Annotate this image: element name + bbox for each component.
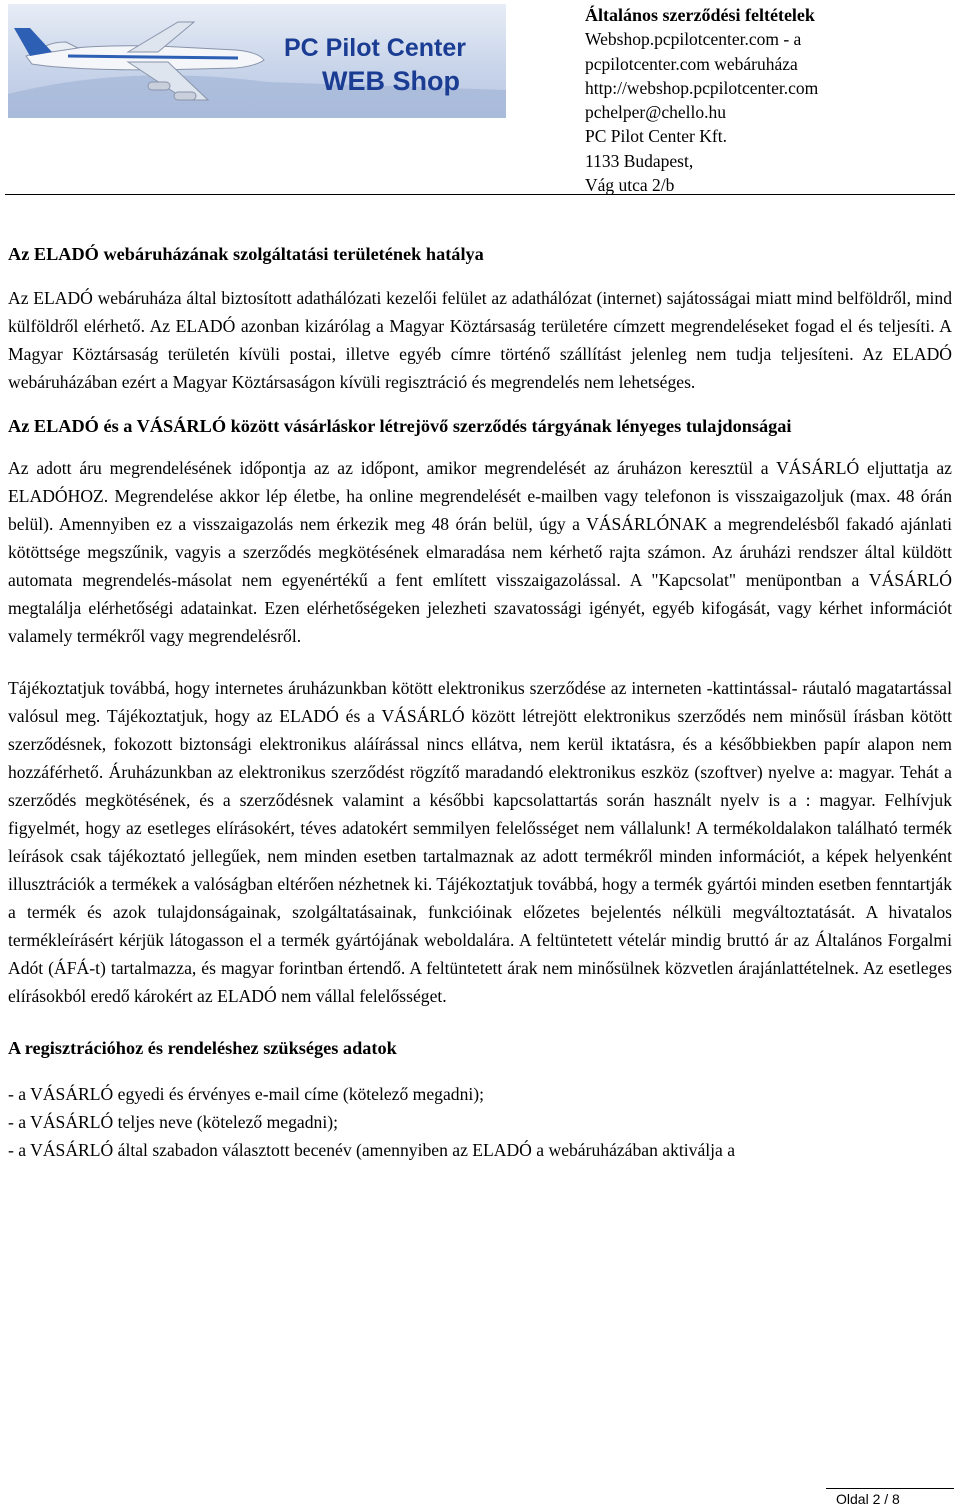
company-line: pcpilotcenter.com webáruháza <box>585 53 798 74</box>
section-heading: Az ELADÓ webáruházának szolgáltatási területének hatálya <box>8 244 484 264</box>
section-paragraph: Tájékoztatjuk továbbá, hogy internetes áruházunkban kötött elektronikus szerződése az interneten -kattintással- ráutaló magatartással valósul meg. Tájékoztatjuk, hogy az ELADÓ és a VÁSÁRLÓ között létrejött elektronikus szerződés nem minősül írásban kötött szerződésnek, fokozott biztonsági elektronikus aláírással nincs ellátva, nem kerül iktatásra, és a későbbiekben papír alapon nem hozzáférhető. Áruházunkban az elektronikus szerződést rögzítő maradandó elektronikus eszköz (szoftver) nyelve a: magyar. Tehát a szerződés megkötésének, és a szerződésnek valamint a későbbi kapcsolattartás során használt nyelv is a : magyar. Felhívjuk figyelmét, hogy az esetleges elírásokért, téves adatokért semmilyen felelősséget nem vállalunk! A termékoldalakon található termék leírások csak tájékoztató jellegűek, nem minden esetben tartalmaznak az adott termékről minden információt, a képek helyenként illusztrációk a termékek a valóságban eltérően nézhetnek ki. Tájékoztatjuk továbbá, hogy a termék gyártói minden esetben fenntartják a termék és azok tulajdonságainak, szolgáltatásainak, funkcióinak előzetes bejelentés nélküli megváltoztatását. A hivatalos termékleírásért kérjük látogasson el a termék gyártójának weboldalára. A feltüntetett vételár mindig bruttó ár az Általános Forgalmi Adót (ÁFÁ-t) tartalmazza, és magyar forintban értendő. A feltüntetett árak nem minősülnek közvetlen árajánlattételnek. Az esetleges elírásokból eredő károkért az ELADÓ nem vállal felelősséget. <box>8 678 952 1006</box>
list-item: - a VÁSÁRLÓ által szabadon választott becenév (amennyiben az ELADÓ a webáruházában aktiválja a <box>8 1140 736 1160</box>
section-paragraph: Az adott áru megrendelésének időpontja az az időpont, amikor megrendelését az áruházon keresztül a VÁSÁRLÓ eljuttatja az ELADÓHOZ. Megrendelése akkor lép életbe, ha online megrendelését e-mailben vagy telefonon is visszaigazoljuk (max. 48 órán belül). Amennyiben ez a visszaigazolás nem érkezik meg 48 órán belül, úgy a VÁSÁRLÓNAK a megrendelésből fakadó ajánlati kötöttsége megszűnik, vagyis a szerződés megkötésének elmaradása nem kérhető rajta számon. Az áruházi rendszer által küldött automata megrendelés-másolat nem egyenértékű a fent említett visszaigazolással. A "Kapcsolat" menüpontban a VÁSÁRLÓ megtalálja elérhetőségi adatainkat. Ezen elérhetőségeken jelezheti szavatossági igényét, egyéb kifogását, vagy kérhet információt valamely termékről vagy megrendelésről. <box>8 458 952 646</box>
company-url: http://webshop.pcpilotcenter.com <box>585 77 819 98</box>
list-item: - a VÁSÁRLÓ teljes neve (kötelező megadni); <box>8 1112 338 1132</box>
shop-logo <box>8 4 506 118</box>
footer-divider <box>826 1488 954 1489</box>
list-item: - a VÁSÁRLÓ egyedi és érvényes e-mail címe (kötelező megadni); <box>8 1084 485 1104</box>
company-name: PC Pilot Center Kft. <box>585 126 727 147</box>
section-heading: Az ELADÓ és a VÁSÁRLÓ között vásárláskor létrejövő szerződés tárgyának lényeges tulajdonságai <box>8 416 792 436</box>
company-street: Vág utca 2/b <box>585 175 675 196</box>
document-title: Általános szerződési feltételek <box>585 5 815 25</box>
header-divider <box>5 194 955 195</box>
logo-line-2: WEB Shop <box>322 66 460 96</box>
company-email: pchelper@chello.hu <box>585 102 726 123</box>
logo-line-1: PC Pilot Center <box>284 34 466 62</box>
page-number: Oldal 2 / 8 <box>836 1491 900 1507</box>
company-info <box>585 3 955 197</box>
section-paragraph: Az ELADÓ webáruháza által biztosított adathálózati kezelői felület az adathálózat (internet) sajátosságai miatt mind belföldről, mind külföldről elérhető. Az ELADÓ azonban kizárólag a Magyar Köztársaság területére címzett megrendeléseket fogad el és teljesíti. A Magyar Köztársaság területén kívüli postai, illetve egyéb címre történő szállítást jelenleg nem tudja teljesíteni. Az ELADÓ webáruházában ezért a Magyar Köztársaságon kívüli regisztráció és megrendelés nem lehetséges. <box>8 288 952 392</box>
document-body <box>8 240 952 1164</box>
company-line: Webshop.pcpilotcenter.com - a <box>585 29 802 50</box>
section-heading: A regisztrációhoz és rendeléshez szükséges adatok <box>8 1038 397 1058</box>
company-city: 1133 Budapest, <box>585 150 694 171</box>
page-header <box>0 0 960 196</box>
